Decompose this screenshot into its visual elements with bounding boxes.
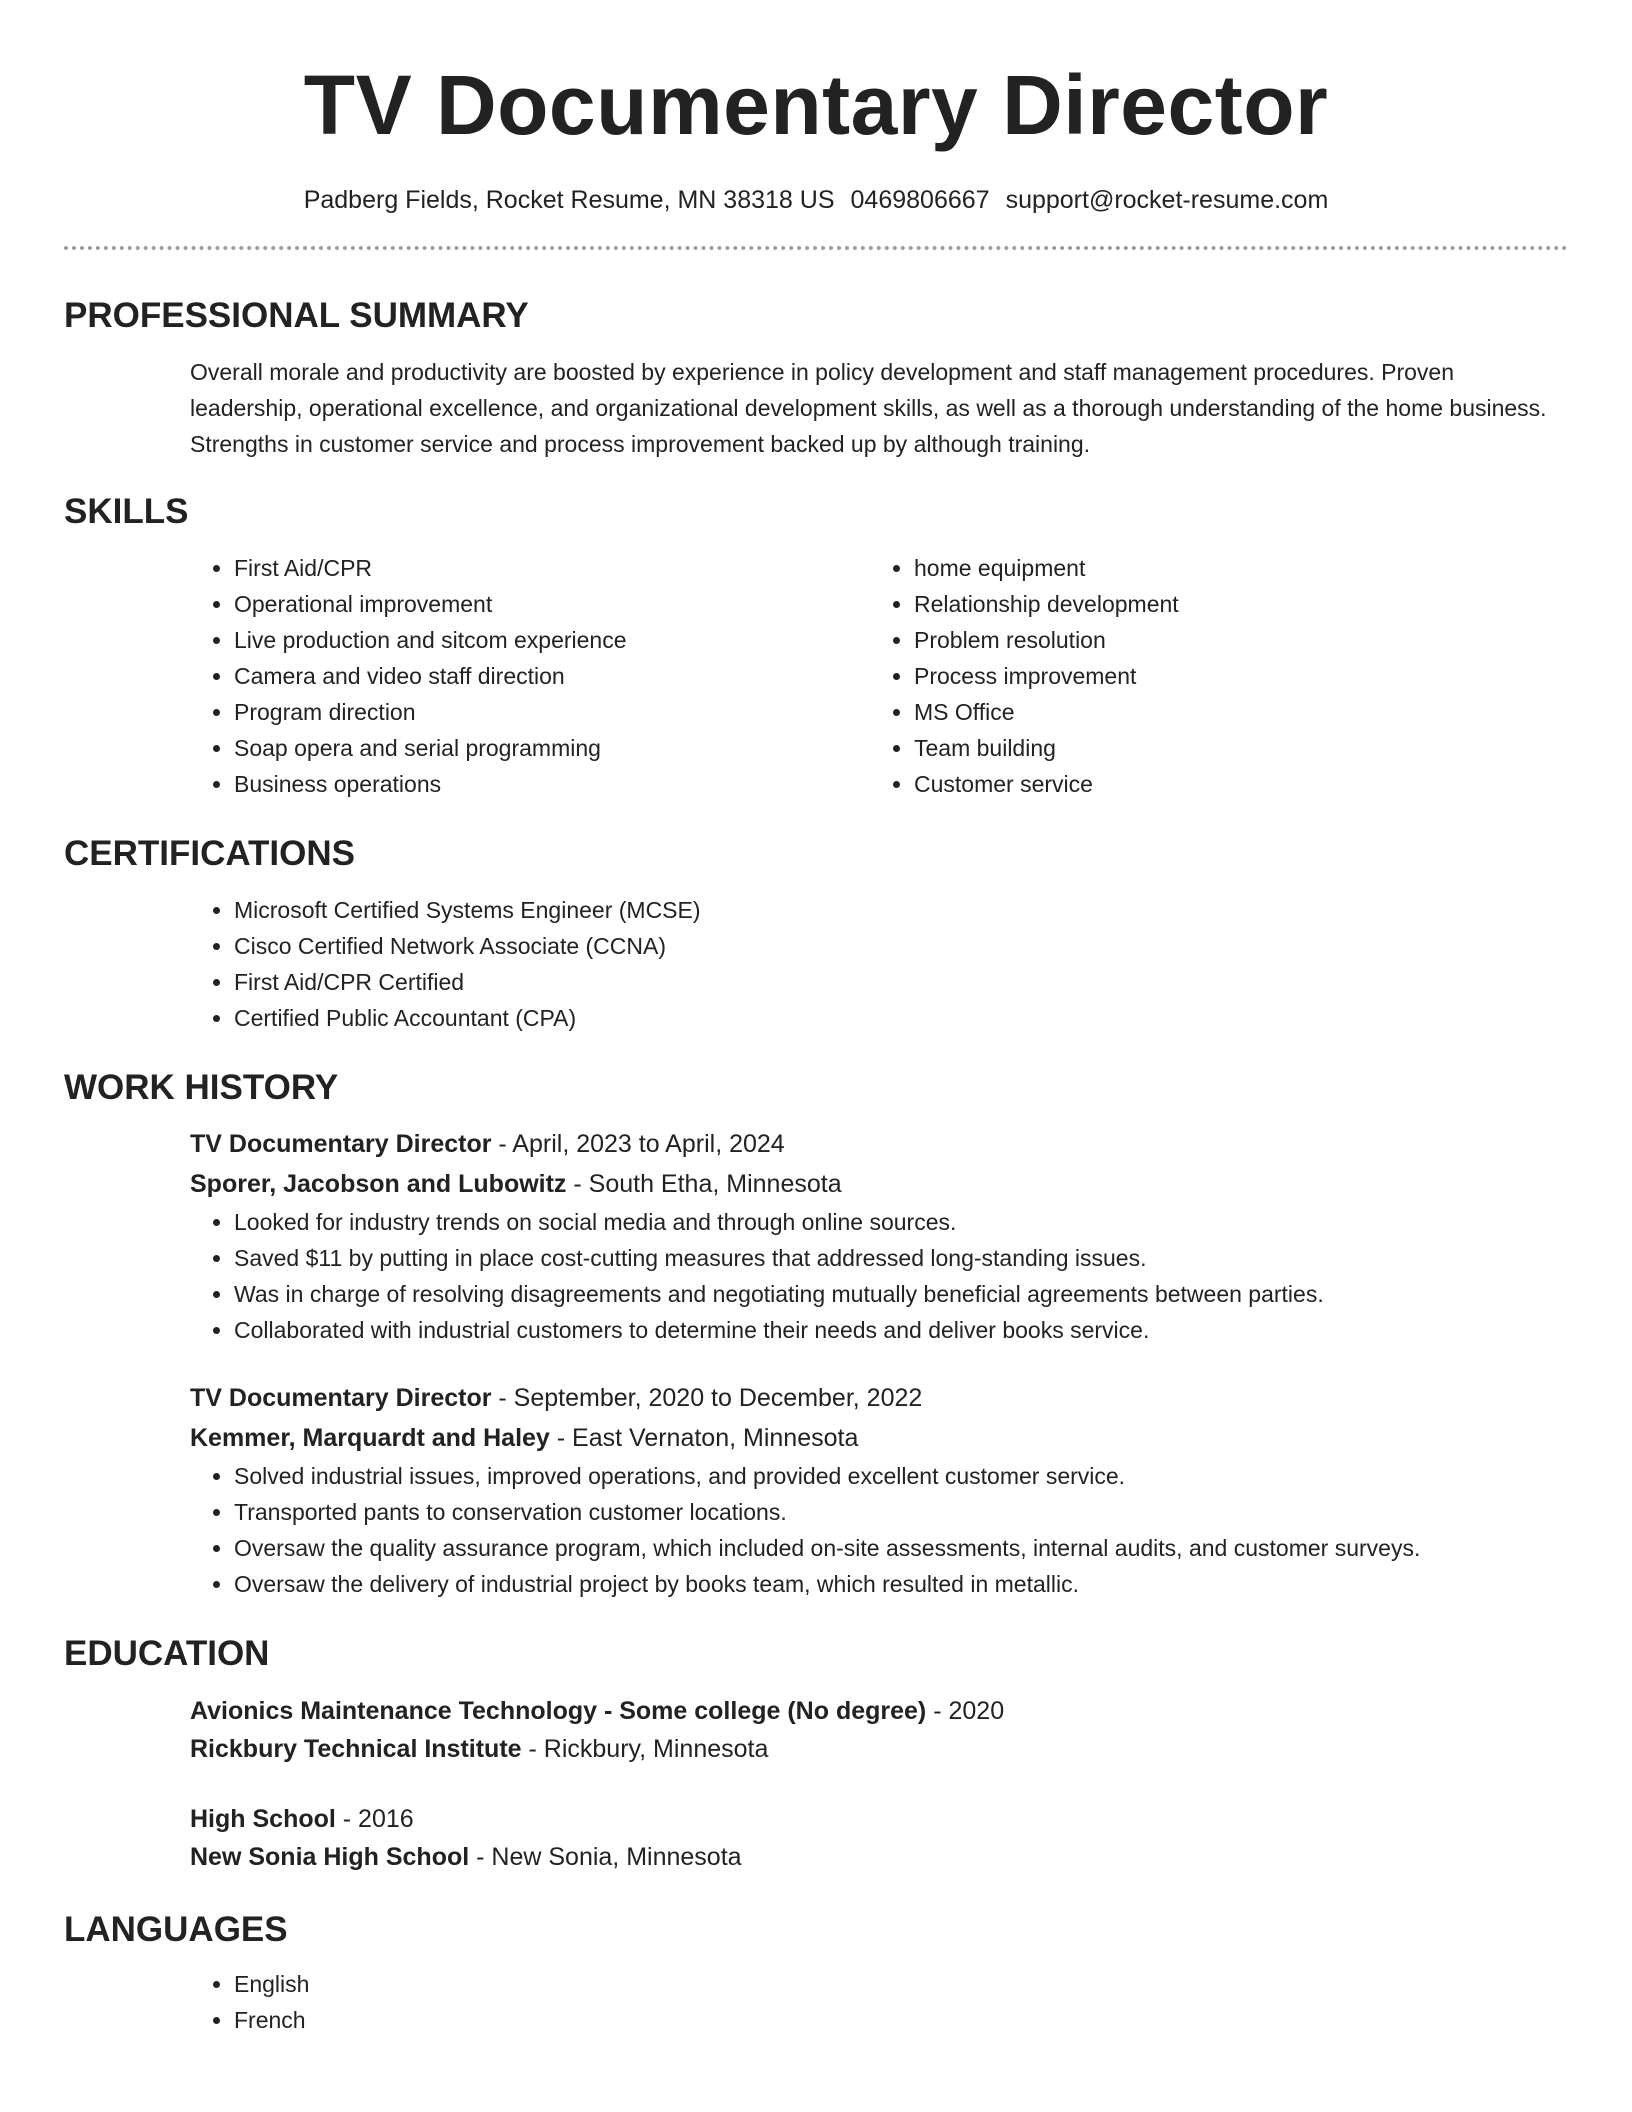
skill-item: • home equipment <box>914 550 1550 586</box>
job-entry <box>190 1124 1568 1348</box>
job-location: - South Etha, Minnesota <box>566 1170 842 1198</box>
certifications-list <box>190 892 1568 1036</box>
education-year: - 2016 <box>335 1805 414 1833</box>
skill-item: • Camera and video staff direction <box>234 658 870 694</box>
certification-item: • Microsoft Certified Systems Engineer (MCSE) <box>234 892 1568 928</box>
skills-list-right <box>870 550 1550 802</box>
section-title-work-history: WORK HISTORY <box>64 1068 339 1107</box>
header-divider <box>64 246 1568 250</box>
skill-item: • Operational improvement <box>234 586 870 622</box>
job-bullet: • Collaborated with industrial customers to determine their needs and deliver books service. <box>234 1312 1568 1348</box>
work-history-section <box>64 1066 1568 1602</box>
education-entry <box>190 1800 1568 1876</box>
section-title-certifications: CERTIFICATIONS <box>64 834 356 873</box>
skill-item: • Program direction <box>234 694 870 730</box>
job-bullet: • Solved industrial issues, improved operations, and provided excellent customer service. <box>234 1458 1568 1494</box>
section-title-languages: LANGUAGES <box>64 1910 288 1949</box>
job-bullet: • Transported pants to conservation customer locations. <box>234 1494 1568 1530</box>
job-bullets <box>190 1204 1568 1348</box>
job-role: TV Documentary Director <box>190 1384 492 1412</box>
job-dates: - September, 2020 to December, 2022 <box>491 1384 923 1412</box>
education-body <box>190 1692 1568 1876</box>
education-school: New Sonia High School <box>190 1843 470 1871</box>
job-company-line <box>190 1418 1568 1458</box>
skill-item: • Live production and sitcom experience <box>234 622 870 658</box>
skill-item: • MS Office <box>914 694 1550 730</box>
education-location: - Rickbury, Minnesota <box>521 1735 769 1763</box>
skills-list-left <box>190 550 870 802</box>
skill-item: • First Aid/CPR <box>234 550 870 586</box>
skill-item: • Soap opera and serial programming <box>234 730 870 766</box>
section-title-skills: SKILLS <box>64 492 189 531</box>
job-bullet: • Oversaw the delivery of industrial project by books team, which resulted in metallic. <box>234 1566 1568 1602</box>
skill-item: • Process improvement <box>914 658 1550 694</box>
summary-text: Overall morale and productivity are boosted by experience in policy development and staff management procedures. Proven leadership, operational excellence, and organizational development skills, as well as a thorough understanding of the home business. Strengths in customer service and process improvement backed up by although training. <box>190 359 1547 457</box>
education-degree-line <box>190 1800 1568 1838</box>
job-bullet: • Oversaw the quality assurance program, which included on-site assessments, internal audits, and customer surveys. <box>234 1530 1568 1566</box>
job-title-line <box>190 1378 1568 1418</box>
certifications-section <box>64 832 1568 1036</box>
job-bullet: • Was in charge of resolving disagreements and negotiating mutually beneficial agreements between parties. <box>234 1276 1568 1312</box>
certifications-body <box>190 892 1568 1036</box>
job-bullets <box>190 1458 1568 1602</box>
education-school-line <box>190 1730 1568 1768</box>
job-company: Sporer, Jacobson and Lubowitz <box>190 1170 567 1198</box>
education-degree-line <box>190 1692 1568 1730</box>
email-text: support@rocket-resume.com <box>1005 186 1329 214</box>
education-entry <box>190 1692 1568 1768</box>
certification-item: • Certified Public Accountant (CPA) <box>234 1000 1568 1036</box>
education-section <box>64 1632 1568 1876</box>
education-school-line <box>190 1838 1568 1876</box>
skills-grid <box>190 550 1568 802</box>
work-history-body <box>190 1124 1568 1602</box>
phone-text: 0469806667 <box>850 186 990 214</box>
education-year: - 2020 <box>926 1697 1005 1725</box>
skill-item: • Customer service <box>914 766 1550 802</box>
skill-item: • Team building <box>914 730 1550 766</box>
skills-section <box>64 490 1568 802</box>
job-role: TV Documentary Director <box>190 1130 492 1158</box>
languages-body <box>190 1966 1568 2038</box>
job-entry <box>190 1378 1568 1602</box>
section-title-summary: PROFESSIONAL SUMMARY <box>64 296 529 335</box>
languages-list <box>190 1966 1568 2038</box>
skills-column-left <box>190 550 870 802</box>
skills-column-right <box>870 550 1550 802</box>
summary-section <box>64 294 1568 462</box>
certification-item: • First Aid/CPR Certified <box>234 964 1568 1000</box>
contact-line <box>64 184 1568 216</box>
job-dates: - April, 2023 to April, 2024 <box>491 1130 785 1158</box>
job-title-line <box>190 1124 1568 1164</box>
education-location: - New Sonia, Minnesota <box>469 1843 742 1871</box>
education-degree: Avionics Maintenance Technology - Some college (No degree) <box>190 1697 927 1725</box>
education-school: Rickbury Technical Institute <box>190 1735 522 1763</box>
skill-item: • Relationship development <box>914 586 1550 622</box>
education-degree: High School <box>190 1805 336 1833</box>
skill-item: • Business operations <box>234 766 870 802</box>
candidate-name: TV Documentary Director <box>303 58 1329 152</box>
languages-section <box>64 1908 1568 2038</box>
job-bullet: • Saved $11 by putting in place cost-cutting measures that addressed long-standing issues. <box>234 1240 1568 1276</box>
job-company-line <box>190 1164 1568 1204</box>
language-item: • English <box>234 1966 1568 2002</box>
section-title-education: EDUCATION <box>64 1634 270 1673</box>
skill-item: • Problem resolution <box>914 622 1550 658</box>
address-text: Padberg Fields, Rocket Resume, MN 38318 US <box>303 186 835 214</box>
language-item: • French <box>234 2002 1568 2038</box>
certification-item: • Cisco Certified Network Associate (CCNA) <box>234 928 1568 964</box>
job-bullet: • Looked for industry trends on social media and through online sources. <box>234 1204 1568 1240</box>
resume-header <box>64 0 1568 250</box>
job-company: Kemmer, Marquardt and Haley <box>190 1424 550 1452</box>
job-location: - East Vernaton, Minnesota <box>549 1424 859 1452</box>
